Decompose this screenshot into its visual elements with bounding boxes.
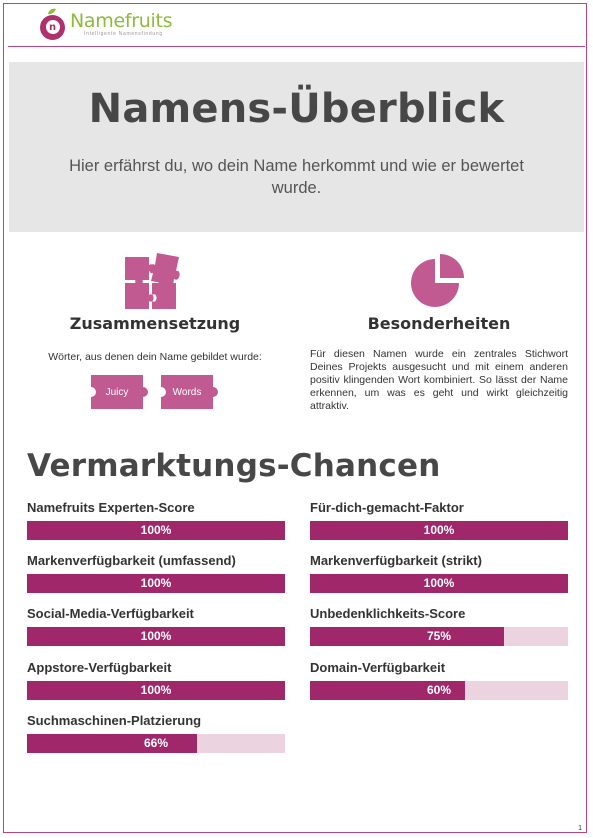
logo-tagline: Intelligente Namensfindung <box>84 31 163 37</box>
metric-label: Domain-Verfügbarkeit <box>310 660 446 675</box>
metric-progress-bar <box>27 734 285 753</box>
word-list <box>30 375 280 409</box>
metric-progress-bar <box>310 681 568 700</box>
specialties-description: Für diesen Namen wurde ein zentrales Stichwort Deines Projekts ausgesucht und mit einem anderen positiv klingenden Wort kombiniert. So lässt der Name erkennen, um was es geht und wirkt gleichzeitig attraktiv. <box>310 348 568 412</box>
metric-label: Für-dich-gemacht-Faktor <box>310 500 464 515</box>
metric-progress-bar <box>310 627 568 646</box>
logo-badge-letter: n <box>46 20 60 34</box>
metric-value: 100% <box>423 576 455 590</box>
metric-item <box>27 713 285 753</box>
page-title: Namens-Überblick <box>88 86 505 132</box>
metric-value: 66% <box>143 736 169 750</box>
word-puzzle-piece <box>161 375 219 409</box>
word-puzzle-piece <box>91 375 149 409</box>
metric-value: 60% <box>426 683 452 697</box>
specialties-title: Besonderheiten <box>367 314 511 333</box>
header-divider <box>8 46 585 47</box>
metric-progress-bar <box>27 574 285 593</box>
marketing-title: Vermarktungs-Chancen <box>27 448 441 484</box>
metric-label: Appstore-Verfügbarkeit <box>27 660 172 675</box>
word-label: Words <box>172 386 202 398</box>
metric-item <box>27 553 285 593</box>
logo-wordmark: Namefruits <box>70 10 173 32</box>
metric-item <box>27 660 285 700</box>
metric-label: Markenverfügbarkeit (umfassend) <box>27 553 236 568</box>
page-subtitle: Hier erfährst du, wo dein Name herkommt und wie er bewertet wurde. <box>69 157 524 197</box>
metric-label: Suchmaschinen-Platzierung <box>27 713 202 728</box>
metric-value: 100% <box>140 683 172 697</box>
metric-value: 100% <box>140 629 172 643</box>
puzzle-icon <box>30 246 280 311</box>
composition-title: Zusammensetzung <box>69 314 241 333</box>
metric-progress-bar <box>310 521 568 540</box>
metric-item <box>310 660 568 700</box>
metric-item <box>27 606 285 646</box>
logo <box>40 4 172 44</box>
hero-banner <box>9 62 584 232</box>
pie-chart-icon <box>310 246 568 311</box>
word-label: Juicy <box>105 386 129 398</box>
metric-value: 100% <box>140 523 172 537</box>
metric-label: Markenverfügbarkeit (strikt) <box>310 553 482 568</box>
metric-progress-bar <box>27 681 285 700</box>
leaf-icon <box>47 8 57 15</box>
composition-description: Wörter, aus denen dein Name gebildet wurde: <box>48 351 262 363</box>
metric-item <box>310 606 568 646</box>
page-number: 1 <box>578 825 582 832</box>
metric-value: 75% <box>426 629 452 643</box>
metric-label: Unbedenklichkeits-Score <box>310 606 466 621</box>
metric-value: 100% <box>423 523 455 537</box>
metric-item <box>27 500 285 540</box>
logo-badge-icon <box>40 15 65 40</box>
metric-label: Namefruits Experten-Score <box>27 500 195 515</box>
metric-item <box>310 553 568 593</box>
metric-value: 100% <box>140 576 172 590</box>
metric-label: Social-Media-Verfügbarkeit <box>27 606 194 621</box>
composition-section <box>30 246 280 409</box>
metric-progress-bar <box>310 574 568 593</box>
metric-progress-bar <box>27 627 285 646</box>
specialties-section <box>310 246 568 413</box>
metric-progress-bar <box>27 521 285 540</box>
metric-item <box>310 500 568 540</box>
